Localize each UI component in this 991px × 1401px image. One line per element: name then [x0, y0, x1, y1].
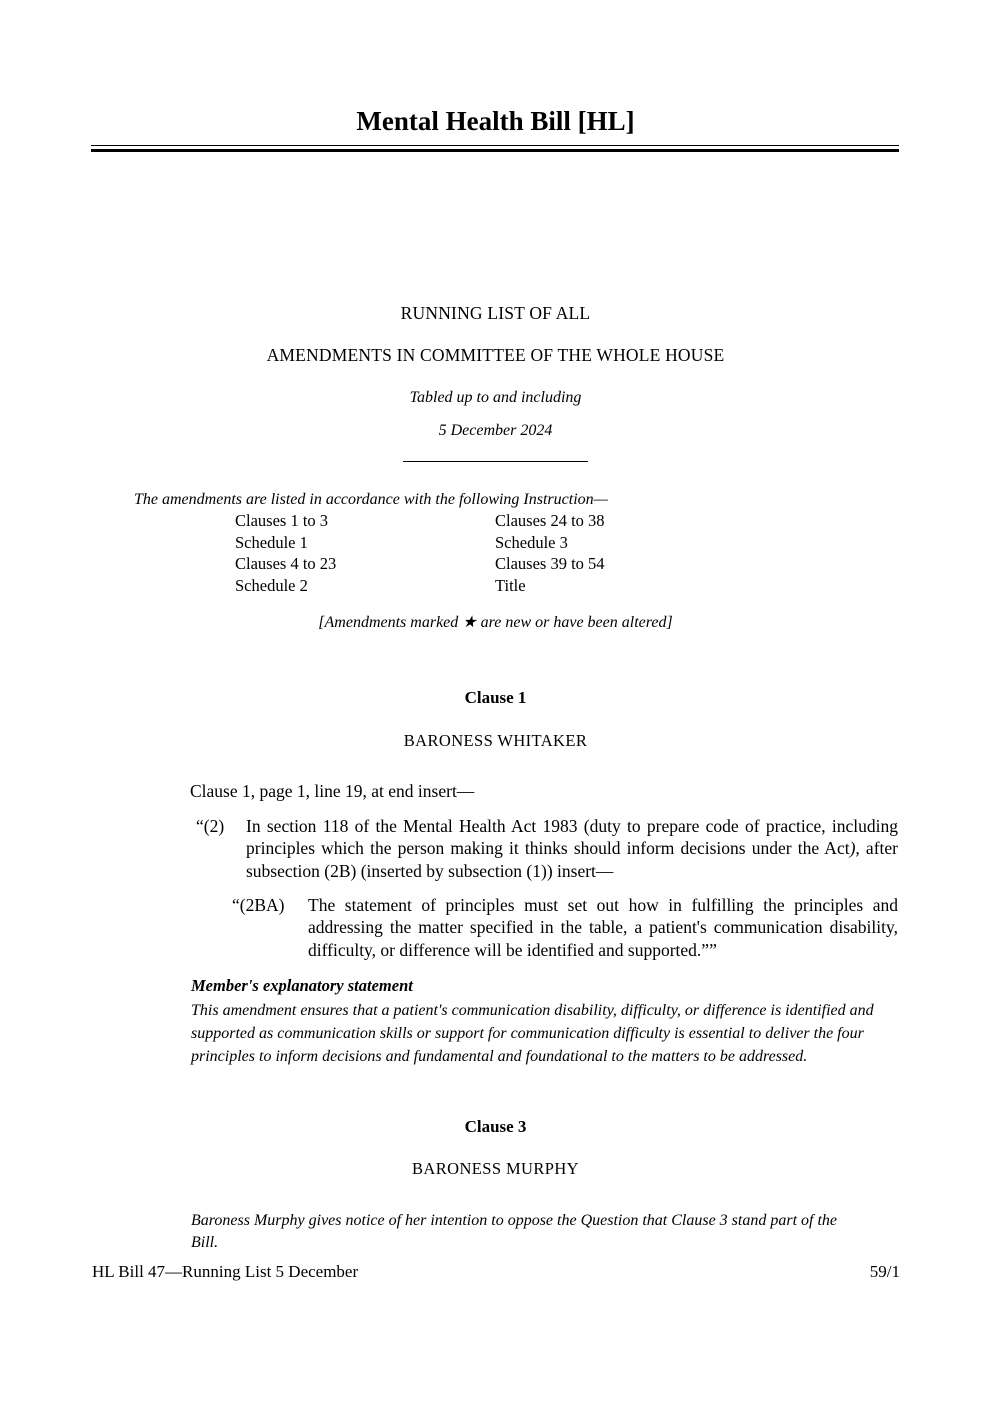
title-double-rule	[91, 145, 899, 152]
star-legend-note: [Amendments marked ★ are new or have been altered]	[318, 614, 673, 631]
separator-rule	[403, 461, 588, 462]
amendment-subsection-2ba	[232, 894, 898, 961]
oppose-clause-notice: Baroness Murphy gives notice of her intention to oppose the Question that Clause 3 stand part of the Bill.	[191, 1212, 838, 1251]
footer-page-number: 59/1	[869, 1262, 900, 1281]
subsection-2-label: “(2)	[196, 816, 225, 836]
instruction-left-item: Clauses 4 to 23	[235, 554, 337, 573]
instruction-right-item: Clauses 39 to 54	[495, 554, 605, 573]
clause-1-heading: Clause 1	[464, 688, 527, 707]
instruction-right-item: Schedule 3	[495, 532, 568, 552]
instruction-right-item: Clauses 24 to 38	[495, 511, 605, 530]
subsection-2ba-label: “(2BA)	[232, 895, 285, 915]
subsection-2-text	[246, 815, 898, 882]
tabled-note-line1: Tabled up to and including	[409, 389, 582, 406]
instruction-left-item: Clauses 1 to 3	[235, 511, 329, 530]
member-name-murphy: BARONESS MURPHY	[412, 1159, 579, 1178]
bill-title: Mental Health Bill [HL]	[356, 106, 635, 136]
instruction-left-item: Schedule 2	[235, 575, 308, 595]
explanatory-statement-heading: Member's explanatory statement	[191, 976, 413, 995]
instruction-left-item: Schedule 1	[235, 532, 308, 552]
instruction-column-list	[235, 510, 605, 596]
footer-bill-reference: HL Bill 47—Running List 5 December	[92, 1262, 359, 1281]
member-name-whitaker: BARONESS WHITAKER	[403, 731, 588, 750]
subsection-2-text-part-b: ),	[849, 838, 860, 859]
running-list-heading: RUNNING LIST OF ALL	[400, 303, 591, 323]
clause-3-heading: Clause 3	[464, 1117, 527, 1136]
instruction-intro: The amendments are listed in accordance with the following Instruction—	[134, 491, 608, 508]
amendment-lead-line: Clause 1, page 1, line 19, at end insert—	[190, 781, 475, 801]
subsection-2ba-text: The statement of principles must set out how in fulfilling the principles and addressing the matter specified in the table, a patient's communication disability, difficulty, or difference will be identified and supported.””	[308, 895, 898, 960]
amendment-subsection-2	[196, 815, 898, 882]
explanatory-statement-text: This amendment ensures that a patient's communication disability, difficulty, or difference is identified and supported as communication skills or support for communication difficulty is essential to deliver the four principles to inform decisions and fundamental and foundational to the matters to be addressed.	[191, 1002, 874, 1066]
subsection-2-text-part-c: after subsection (2B) (inserted by subsection (1)) insert—	[246, 838, 898, 881]
instruction-right-item: Title	[495, 575, 526, 595]
tabled-note-line2: 5 December 2024	[438, 422, 553, 439]
subsection-2-text-part-a: In section 118 of the Mental Health Act 1983 (duty to prepare code of practice, including principles which the person making it thinks should inform decisions under the Act	[246, 816, 898, 859]
committee-heading: AMENDMENTS IN COMMITTEE OF THE WHOLE HOUSE	[266, 345, 725, 365]
